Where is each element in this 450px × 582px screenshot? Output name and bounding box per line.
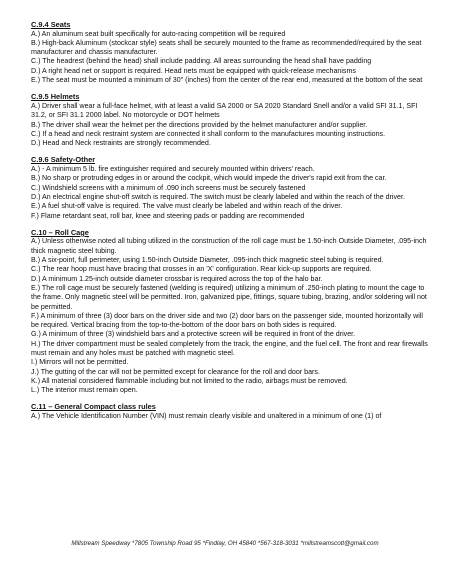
rule-paragraph: C.) The rear hoop must have bracing that crosses in an 'X' configuration. Rear kick-up supports are required.	[31, 265, 372, 274]
rule-paragraph: D.) An electrical engine shut-off switch is required. The switch must be clearly labeled and within the reach of the driver.	[31, 192, 405, 201]
rule-paragraph: E.) The seat must be mounted a minimum of 30" (inches) from the center of the rear end, measured at the bottom of the seat	[31, 76, 423, 85]
rule-paragraph: B.) No sharp or protruding edges in or around the cockpit, which would impede the driver's rapid exit from the car.	[31, 174, 387, 183]
rule-paragraph: A.) Unless otherwise noted all tubing utilized in the construction of the roll cage must be 1.50-inch Outside Diameter, .095-inch thick magnetic steel tubing.	[31, 237, 427, 255]
section-heading: C.9.4 Seats	[31, 20, 71, 29]
rule-paragraph: F.) A minimum of three (3) door bars on the driver side and two (2) door bars on the passenger side, mounted horizontally will be required. Vertical bracing from the top-to-the-bottom of the door bars on both sides is required.	[31, 311, 423, 330]
section-general-compact	[31, 402, 429, 421]
rule-paragraph: K.) All material considered flammable including but not limited to the radio, airbags must be removed.	[31, 376, 348, 385]
rule-paragraph: C.) Windshield screens with a minimum of .090 inch screens must be securely fastened	[31, 183, 306, 192]
section-heading: C.9.5 Helmets	[31, 92, 80, 102]
rule-paragraph: A.) Driver shall wear a full-face helmet, with at least a valid SA 2000 or SA 2020 Standard Snell and/or a valid SFI 31.1, SFI 31.2, or SFI 31.1 2000 label. No motorcycle or DOT helmets	[31, 101, 418, 120]
rule-paragraph: D.) A minimum 1.25-inch outside diameter crossbar is required across the top of the halo bar.	[31, 274, 323, 283]
section-heading: C.11 – General Compact class rules	[31, 402, 156, 412]
section-roll-cage	[31, 228, 429, 396]
section-safety-other	[31, 155, 429, 220]
rule-paragraph: B.) A six-point, full perimeter, using 1.50-inch Outside Diameter, .095-inch thick magnetic steel tubing is required.	[31, 256, 384, 265]
rule-paragraph: C.) The headrest (behind the head) shall include padding. All areas surrounding the head shall have padding	[31, 57, 372, 66]
rule-paragraph: H.) The driver compartment must be sealed completely from the track, the engine, and the fuel cell. The front and rear firewalls must remain and any holes must be patched with magnetic steel.	[31, 339, 428, 357]
section-heading: C.10 – Roll Cage	[31, 227, 89, 237]
document-body	[31, 20, 429, 428]
rule-paragraph: D.) A right head net or support is required. Head nets must be equipped with quick-release mechanisms	[31, 66, 356, 75]
rule-paragraph: G.) A minimum of three (3) windshield bars and a protective screen will be required in front of the driver.	[31, 330, 356, 339]
rule-paragraph: B.) The driver shall wear the helmet per the directions provided by the helmet manufacturer and/or supplier.	[31, 120, 368, 129]
rule-paragraph: C.) If a head and neck restraint system are connected it shall conform to the manufactures mounting instructions.	[31, 129, 386, 138]
page-footer: Millstream Speedway *7805 Township Road 95 *Findlay, OH 45840 *567-318-3031 *millstreamscott@gmail.com	[71, 540, 379, 547]
section-seats	[31, 20, 429, 85]
rule-paragraph: E.) The roll cage must be securely fastened (welding is required) utilizing a minimum of .250-inch plating to mount the cage to the frame. Only magnetic steel will be permitted. Iron, galvanized pipe, fittings, square tubing, brazing, and/or soldering will not be permitted.	[31, 283, 427, 311]
rule-paragraph: J.) The gutting of the car will not be permitted except for clearance for the roll and door bars.	[31, 367, 320, 376]
rule-paragraph: A.) - A minimum 5 lb. fire extinguisher required and securely mounted within drivers' reach.	[31, 165, 315, 174]
rule-paragraph: E.) A fuel shut-off valve is required. The valve must clearly be labeled and within reach of the driver.	[31, 202, 343, 211]
rule-paragraph: L.) The interior must remain open.	[31, 386, 138, 395]
rule-paragraph: I.) Mirrors will not be permitted.	[31, 358, 129, 367]
rule-paragraph: A.) An aluminum seat built specifically for auto-racing competition will be required	[31, 29, 286, 38]
section-heading: C.9.6 Safety-Other	[31, 155, 96, 165]
rule-paragraph: F.) Flame retardant seat, roll bar, knee and steering pads or padding are recommended	[31, 211, 305, 220]
rule-paragraph: A.) The Vehicle Identification Number (VIN) must remain clearly visible and unaltered in a minimum of one (1) of	[31, 412, 382, 421]
section-helmets	[31, 92, 429, 148]
rule-paragraph: B.) High-back Aluminum (stockcar style) seats shall be securely mounted to the frame as recommended/required by the seat manufacturer and chassis manufacturer.	[31, 38, 422, 57]
rule-paragraph: D.) Head and Neck restraints are strongly recommended.	[31, 139, 211, 148]
